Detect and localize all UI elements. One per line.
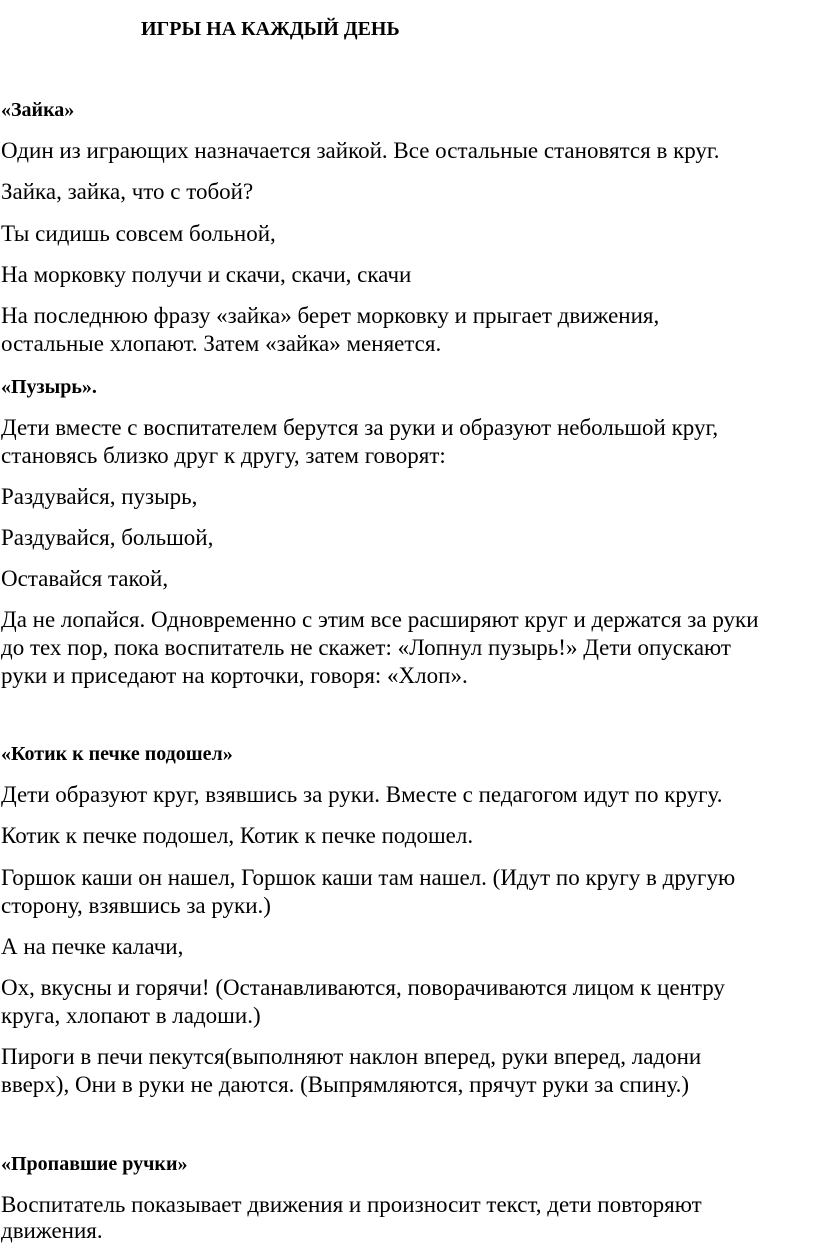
paragraph-line: до тех пор, пока воспитатель не скажет: «Лопнул пузырь!» Дети опускают [1,635,731,660]
paragraph-line: А на печке калачи, [1,934,184,959]
paragraph-line: Да не лопайся. Одновременно с этим все расширяют круг и держатся за руки [1,607,759,632]
paragraph-line: движения. [1,1218,103,1243]
paragraph-line: На морковку получи и скачи, скачи, скачи [1,262,412,287]
paragraph-line: становясь близко друг к другу, затем говорят: [1,443,446,468]
paragraph-line: Один из играющих назначается зайкой. Все остальные становятся в круг. [1,138,720,163]
paragraph-line: Раздувайся, пузырь, [1,484,198,509]
paragraph-line: Горшок каши он нашел, Горшок каши там нашел. (Идут по кругу в другую [1,865,736,890]
game-heading-kotik: «Котик к печке подошел» [1,743,233,765]
paragraph-line: Дети образуют круг, взявшись за руки. Вместе с педагогом идут по кругу. [1,782,723,807]
paragraph-line: руки и приседают на корточки, говоря: «Хлоп». [1,663,468,688]
game-heading-puzyr: «Пузырь». [1,376,97,398]
paragraph-line: На последнюю фразу «зайка» берет морковку и прыгает движения, [1,303,660,328]
game-heading-zaika: «Зайка» [1,99,75,121]
paragraph-line: остальные хлопают. Затем «зайка» меняется. [1,331,442,356]
paragraph-line: Воспитатель показывает движения и произносит текст, дети повторяют [1,1192,702,1217]
paragraph-line: Зайка, зайка, что с тобой? [1,179,254,204]
paragraph-line: сторону, взявшись за руки.) [1,893,271,918]
paragraph-line: Раздувайся, большой, [1,525,214,550]
paragraph-line: Ох, вкусны и горячи! (Останавливаются, поворачиваются лицом к центру [1,975,725,1000]
paragraph-line: Дети вместе с воспитателем берутся за руки и образуют небольшой круг, [1,415,719,440]
paragraph-line: круга, хлопают в ладоши.) [1,1003,261,1028]
page-title: ИГРЫ НА КАЖДЫЙ ДЕНЬ [141,18,400,40]
paragraph-line: вверх), Они в руки не даются. (Выпрямляются, прячут руки за спину.) [1,1072,690,1097]
paragraph-line: Пироги в печи пекутся(выполняют наклон вперед, руки вперед, ладони [1,1044,702,1069]
paragraph-line: Оставайся такой, [1,566,169,591]
paragraph-line: Ты сидишь совсем больной, [1,221,276,246]
paragraph-line: Котик к печке подошел, Котик к печке подошел. [1,823,474,848]
game-heading-propavshie-ruchki: «Пропавшие ручки» [1,1153,188,1175]
